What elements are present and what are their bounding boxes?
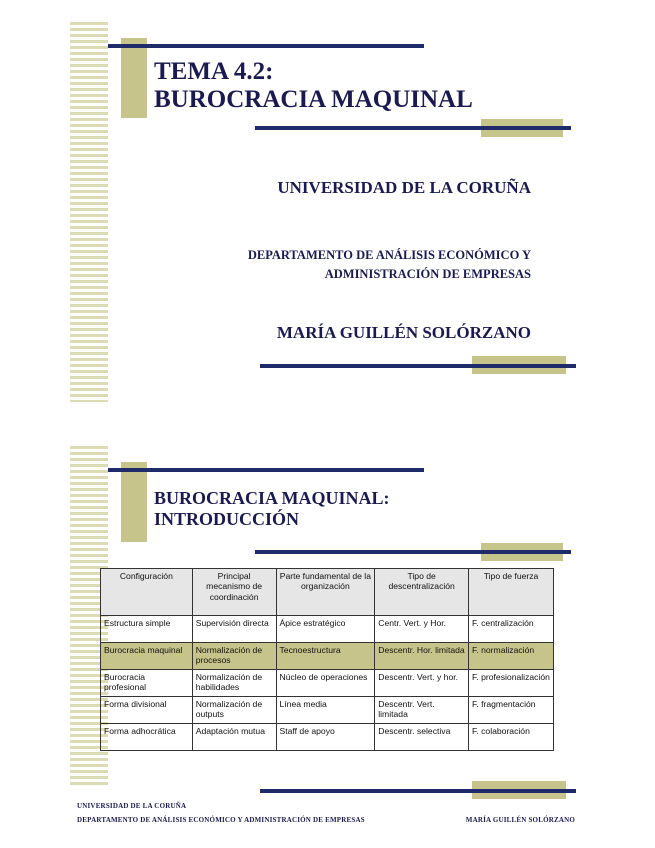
header-mecanismo: Principal mecanismo de coordinación	[192, 569, 276, 616]
accent-block-slide1	[121, 38, 147, 118]
table-cell: Ápice estratégico	[276, 616, 375, 643]
table-row	[101, 697, 554, 724]
table-cell: Centr. Vert. y Hor.	[375, 616, 469, 643]
table-cell: F. profesionalización	[469, 670, 554, 697]
accent-block-slide2	[121, 462, 147, 542]
table-cell: Normalización de habilidades	[192, 670, 276, 697]
table-cell: Descentr. selectiva	[375, 724, 469, 751]
table-cell: F. colaboración	[469, 724, 554, 751]
table-row	[101, 724, 554, 751]
table-cell: Línea media	[276, 697, 375, 724]
slide1-title-line1: TEMA 4.2:	[154, 58, 274, 85]
slide2-title-line1: BUROCRACIA MAQUINAL:	[154, 488, 390, 508]
bottom-rule-slide2	[260, 789, 576, 793]
slide1-title	[154, 58, 473, 114]
table-cell: Forma adhocrática	[101, 724, 193, 751]
top-rule-slide1	[108, 44, 424, 48]
configuration-table	[100, 568, 554, 751]
table-row	[101, 670, 554, 697]
slide2-title-line2: INTRODUCCIÓN	[154, 509, 300, 529]
table-cell: Adaptación mutua	[192, 724, 276, 751]
table-cell: Descentr. Hor. limitada	[375, 643, 469, 670]
table-cell: Descentr. Vert. y hor.	[375, 670, 469, 697]
table-cell: Tecnoestructura	[276, 643, 375, 670]
mid-rule-slide1	[255, 126, 571, 130]
header-fuerza: Tipo de fuerza	[469, 569, 554, 616]
department-line2: ADMINISTRACIÓN DE EMPRESAS	[324, 267, 531, 281]
table-cell: F. centralización	[469, 616, 554, 643]
table-cell: Normalización de procesos	[192, 643, 276, 670]
table-cell: Burocracia profesional	[101, 670, 193, 697]
table-cell: F. normalización	[469, 643, 554, 670]
table-row-highlighted	[101, 643, 554, 670]
table-cell: Núcleo de operaciones	[276, 670, 375, 697]
decorative-stripes-slide1	[70, 22, 108, 402]
table-cell: Descentr. Vert. limitada	[375, 697, 469, 724]
table-cell: Supervisión directa	[192, 616, 276, 643]
mid-rule-slide2	[255, 550, 571, 554]
footer-department: DEPARTAMENTO DE ANÁLISIS ECONÓMICO Y ADMINISTRACIÓN DE EMPRESAS	[77, 816, 365, 824]
slide1-title-line2: BUROCRACIA MAQUINAL	[154, 86, 473, 113]
table-cell: Burocracia maquinal	[101, 643, 193, 670]
university-name: UNIVERSIDAD DE LA CORUÑA	[277, 178, 531, 197]
table-cell: Normalización de outputs	[192, 697, 276, 724]
table-header-row	[101, 569, 554, 616]
slide2-title	[154, 488, 390, 530]
table-cell: F. fragmentación	[469, 697, 554, 724]
bottom-rule-slide1	[260, 364, 576, 368]
table-row	[101, 616, 554, 643]
header-configuracion: Configuración	[101, 569, 193, 616]
author-name: MARÍA GUILLÉN SOLÓRZANO	[276, 323, 531, 342]
footer-university: UNIVERSIDAD DE LA CORUÑA	[77, 802, 187, 810]
footer-author: MARÍA GUILLÉN SOLÓRZANO	[465, 816, 575, 824]
department-name	[248, 246, 531, 284]
top-rule-slide2	[108, 468, 424, 472]
table-cell: Estructura simple	[101, 616, 193, 643]
header-descentralizacion: Tipo de descentralización	[375, 569, 469, 616]
table-cell: Forma divisional	[101, 697, 193, 724]
table-cell: Staff de apoyo	[276, 724, 375, 751]
department-line1: DEPARTAMENTO DE ANÁLISIS ECONÓMICO Y	[247, 248, 531, 262]
header-parte: Parte fundamental de la organización	[276, 569, 375, 616]
